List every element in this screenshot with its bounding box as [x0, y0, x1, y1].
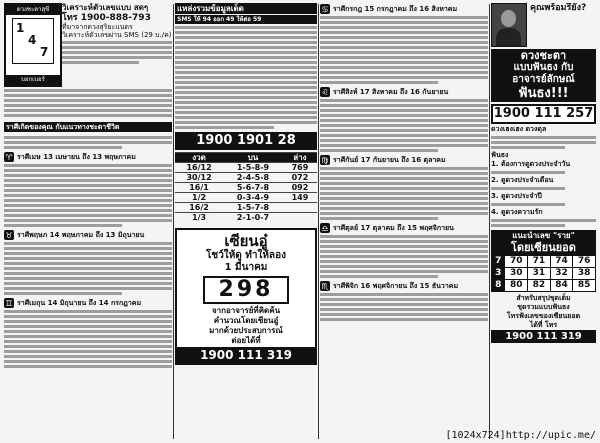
services-box	[62, 3, 172, 66]
scorpio-icon: ♏	[321, 281, 329, 291]
table-row	[175, 193, 317, 203]
question-item: 1. ต้องการดูดวงประจำวัน	[491, 160, 571, 168]
section-banner: ราศีเกิดของคุณ กับแนวทางชะตาชีวิต	[4, 122, 172, 132]
column-divider	[489, 4, 490, 439]
sign-title: ราศีพิจิก 16 พฤศจิกายน ถึง 15 ธันวาคม	[333, 281, 459, 290]
libra-icon: ♎	[321, 223, 329, 233]
grid-cell: 7	[492, 256, 505, 268]
promo-headline: ดวงชะตา	[520, 49, 567, 62]
table-cell: 5-6-7-8	[223, 183, 283, 193]
table-cell: 149	[283, 193, 317, 203]
table-row	[492, 268, 596, 280]
number-grid	[491, 255, 596, 292]
astrologer-photo	[491, 3, 527, 47]
grid-cell: 31	[528, 268, 551, 280]
column-ads	[491, 3, 596, 440]
footer-line: ชุดรวมแบบฟันธง	[517, 303, 570, 311]
grid-cell: 71	[528, 256, 551, 268]
logo-top: ดวงชะตาสุขี	[6, 5, 60, 15]
table-header: บน	[223, 153, 283, 163]
table-cell: 16/2	[175, 203, 223, 213]
sign-header	[320, 155, 488, 165]
aries-icon: ♈	[5, 152, 13, 162]
table-cell: 769	[283, 163, 317, 173]
table-row	[175, 203, 317, 213]
services-line: ที่มาจากดวงสุริยะแนดร	[62, 23, 133, 31]
table-cell: 1/2	[175, 193, 223, 203]
ad-date: 1 มีนาคม	[224, 262, 268, 273]
ad-box-xian-yod	[491, 230, 596, 255]
logo-number: 7	[40, 45, 49, 59]
table-cell: 30/12	[175, 173, 223, 183]
table-row	[175, 183, 317, 193]
table-cell	[283, 203, 317, 213]
logo-number: 4	[28, 33, 37, 47]
grid-cell: 3	[492, 268, 505, 280]
table-cell: 092	[283, 183, 317, 193]
results-table	[175, 152, 317, 222]
promo-top	[491, 3, 596, 47]
question-item: 4. ดูดวงความรัก	[491, 208, 543, 216]
taurus-icon: ♉	[5, 230, 13, 240]
sign-list	[4, 134, 172, 370]
promo-headline: อาจารย์ลักษณ์	[512, 74, 575, 85]
services-phone[interactable]: โทร 1900-888-793	[62, 13, 151, 23]
table-row	[175, 213, 317, 223]
text-lines	[491, 136, 596, 149]
sign-title: ราศีกันย์ 17 กันยายน ถึง 16 ตุลาคม	[333, 155, 446, 164]
grid-cell: 8	[492, 280, 505, 292]
sign-title: ราศีพฤษภ 14 พฤษภาคม ถึง 13 มิถุนายน	[17, 230, 145, 239]
promo-headline: แบบฟันธง กับ	[513, 62, 574, 73]
promo-caption: ดวงเฮงเฮง ดวงดุล	[491, 125, 547, 133]
grid-cell: 82	[528, 280, 551, 292]
table-cell: 16/1	[175, 183, 223, 193]
sign-header	[320, 223, 488, 233]
ad-text: จากอาจารย์ที่คิดค้น	[211, 306, 281, 315]
column-lottery	[175, 3, 317, 440]
ad2-title: แนะนำเลข "ราย"	[512, 231, 575, 240]
footer-line: ได้ที่ โทร	[529, 321, 558, 329]
watermark: [1024x724]http://upic.me/	[445, 430, 596, 441]
services-line: วิเคราะห์ตัวเลขผ่าน SMS (29 บ./ค)	[62, 31, 172, 39]
logo-number: 1	[16, 21, 25, 35]
sign-title: ราศีสิงห์ 17 สิงหาคม ถึง 16 กันยายน	[333, 87, 449, 96]
table-row	[175, 163, 317, 173]
footer-phone[interactable]: 1900 111 319	[491, 330, 596, 343]
question-item: 3. ดูดวงประจำปี	[491, 192, 542, 200]
ad-text: มากด้วยประสบการณ์	[209, 326, 283, 335]
gemini-icon: ♊	[5, 298, 13, 308]
ad-text: คำนวณโดยเซียนอู๋	[213, 316, 279, 325]
promo-headline: ฟันธง!!!	[518, 86, 569, 101]
grid-cell: 80	[505, 280, 528, 292]
ad-number: 298	[203, 276, 289, 304]
stats-header: แหล่งรวมข้อมูลเด็ด	[175, 3, 317, 14]
services-list	[4, 87, 172, 119]
ad-phone[interactable]: 1900 111 319	[177, 347, 315, 363]
sign-header	[4, 152, 172, 162]
table-cell: 1-5-7-8	[223, 203, 283, 213]
table-cell: 1/3	[175, 213, 223, 223]
table-row	[492, 280, 596, 292]
ad-contact-label: ต่อยได้ที่	[231, 336, 261, 345]
question-item: 2. ดูดวงประจำเดือน	[491, 176, 554, 184]
sign-title: ราศีตุลย์ 17 ตุลาคม ถึง 15 พฤศจิกายน	[333, 223, 454, 232]
table-header: งวด	[175, 153, 223, 163]
sign-header	[320, 4, 488, 14]
table-cell: 2-4-5-8	[223, 173, 283, 183]
table-cell: 0-3-4-9	[223, 193, 283, 203]
column-horoscope-2	[320, 3, 488, 440]
table-cell	[283, 213, 317, 223]
virgo-icon: ♍	[321, 155, 329, 165]
grid-cell: 30	[505, 268, 528, 280]
sign-header	[320, 87, 488, 97]
table-header-row	[175, 153, 317, 163]
logo-bottom: บอกเบอร์	[6, 75, 60, 85]
column-horoscope-1	[4, 3, 172, 440]
grid-cell: 38	[573, 268, 596, 280]
ad-subtitle: โชว์ให้ดู ทำให้ลอง	[206, 250, 286, 261]
promo-phone[interactable]: 1900 111 257	[491, 104, 596, 124]
ad-box-xian-u	[175, 228, 317, 365]
footer-line: สำหรับสรุปชุดเต็ม	[516, 294, 571, 302]
text-lines	[62, 41, 172, 64]
grid-cell: 32	[550, 268, 573, 280]
sign-header	[4, 230, 172, 240]
cancer-icon: ♋	[321, 4, 329, 14]
grid-cell: 74	[550, 256, 573, 268]
grid-cell: 76	[573, 256, 596, 268]
promo-question: คุณพร้อมรึยัง?	[530, 3, 587, 13]
column-divider	[318, 4, 319, 439]
logo-number-grid	[12, 18, 54, 64]
sign-title: ราศีเมษ 13 เมษายน ถึง 13 พฤษภาคม	[17, 152, 136, 161]
question-intro: ฟันธง	[491, 151, 509, 159]
table-row	[492, 256, 596, 268]
ad2-subtitle: โดยเซียนยอด	[511, 241, 576, 254]
table-header: ล่าง	[283, 153, 317, 163]
sign-title: ราศีกรกฎ 15 กรกฎาคม ถึง 16 สิงหาคม	[333, 4, 458, 13]
column-divider	[173, 4, 174, 439]
table-cell: 1-5-8-9	[223, 163, 283, 173]
sign-title: ราศีเมถุน 14 มิถุนายน ถึง 14 กรกฎาคม	[17, 298, 142, 307]
ad-title: เซียนอู๋	[224, 232, 268, 250]
table-row	[175, 173, 317, 183]
table-cell: 072	[283, 173, 317, 183]
promo-headline-box	[491, 49, 596, 102]
stats-subheader: SMS ให้ 94 ออก 49 ให้ต่อ 59	[175, 15, 317, 24]
grid-cell: 85	[573, 280, 596, 292]
text-lines	[175, 26, 317, 129]
phone-banner[interactable]: 1900 1901 28	[175, 132, 317, 150]
grid-cell: 84	[550, 280, 573, 292]
leo-icon: ♌	[321, 87, 329, 97]
sign-header	[320, 281, 488, 291]
table-cell: 2-1-0-7	[223, 213, 283, 223]
grid-cell: 70	[505, 256, 528, 268]
footer-line: โทรฟังเลขของเซียนยอด	[506, 312, 581, 320]
table-cell: 16/12	[175, 163, 223, 173]
sign-header	[4, 298, 172, 308]
services-title: วิเคราะห์ตัวเลขแบบ สดๆ	[62, 3, 149, 12]
logo	[4, 3, 62, 87]
